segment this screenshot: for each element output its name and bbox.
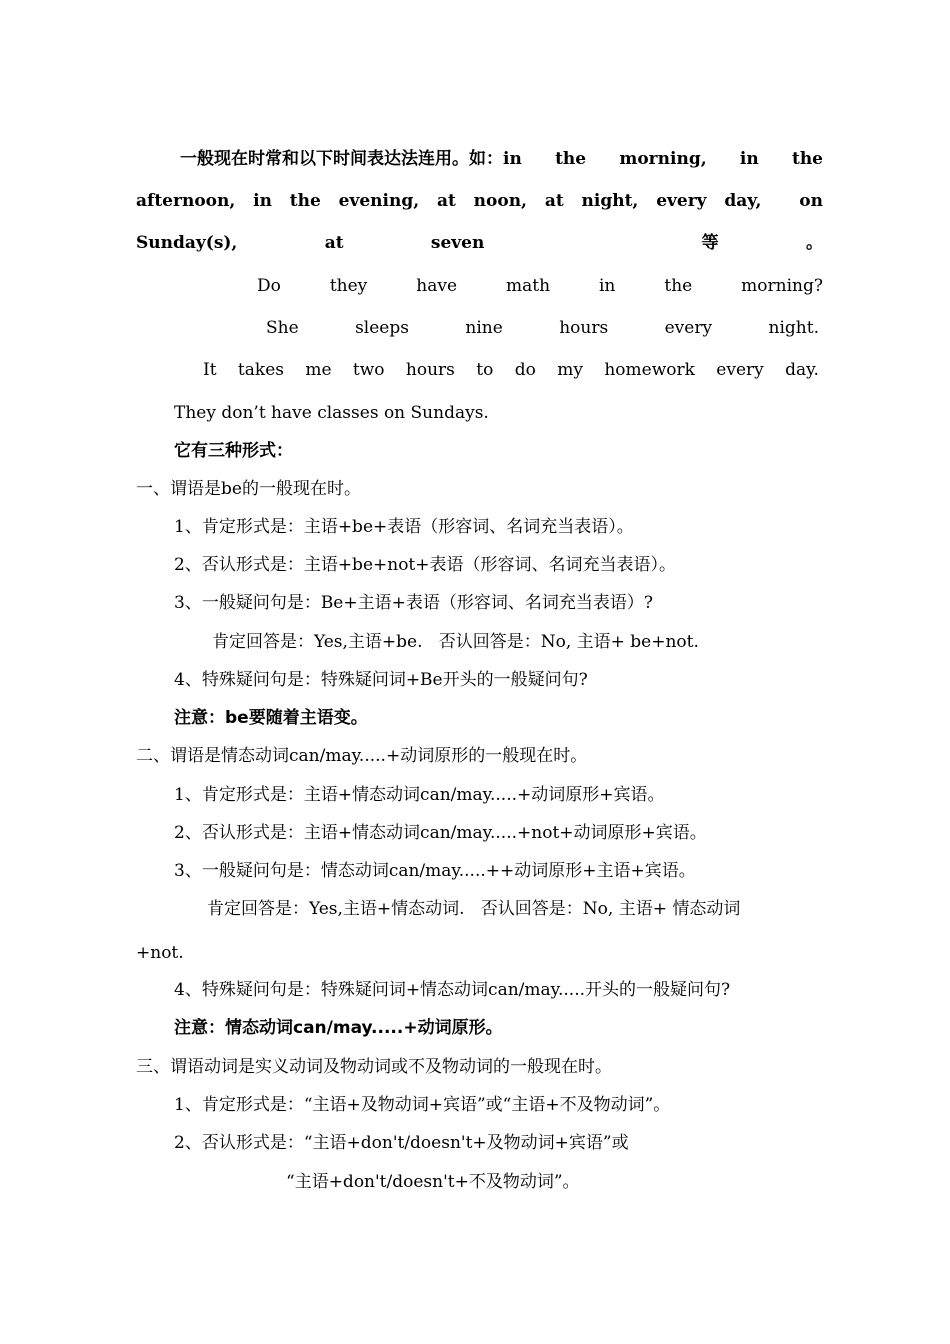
example-word: night. — [768, 318, 819, 338]
example-word: sleeps — [355, 318, 409, 338]
section-2-note: 注意：情态动词can/may.....+动词原形。 — [174, 1018, 503, 1038]
example-word: my — [557, 360, 583, 380]
intro-word: at — [544, 191, 564, 211]
intro-word: at — [324, 233, 344, 253]
section-1-item-1: 1、肯定形式是：主语+be+表语（形容词、名词充当表语）。 — [174, 517, 634, 537]
intro-word: in — [739, 149, 759, 169]
intro-word: seven — [430, 233, 485, 253]
example-word: have — [416, 276, 458, 296]
intro-line-1 — [180, 148, 823, 170]
example-word: they — [329, 276, 368, 296]
intro-word: afternoon, — [136, 191, 236, 211]
intro-word: 一般现在时常和以下时间表达法连用。如：in — [180, 149, 522, 169]
intro-word: 等 — [701, 233, 719, 253]
intro-word: 。 — [806, 233, 823, 253]
section-2-title: 二、谓语是情态动词can/may.....+动词原形的一般现在时。 — [136, 746, 588, 766]
example-word: She — [266, 318, 299, 338]
section-2-item-1: 1、肯定形式是：主语+情态动词can/may.....+动词原形+宾语。 — [174, 785, 665, 805]
example-sentence-2 — [266, 317, 819, 339]
intro-line-3 — [136, 232, 823, 254]
section-2-item-3: 3、一般疑问句是：情态动词can/may.....++动词原形+主语+宾语。 — [174, 861, 696, 881]
section-1-item-2: 2、否认形式是：主语+be+not+表语（形容词、名词充当表语）。 — [174, 555, 677, 575]
section-2-item-3-answer-b: +not. — [136, 943, 184, 963]
intro-word: evening, — [338, 191, 420, 211]
intro-word: the — [555, 149, 587, 169]
example-word: math — [505, 276, 551, 296]
example-word: to — [476, 360, 494, 380]
section-1-note: 注意：be要随着主语变。 — [174, 708, 368, 728]
example-word: every — [716, 360, 764, 380]
example-word: homework — [604, 360, 695, 380]
example-word: in — [599, 276, 616, 296]
intro-line-2 — [136, 190, 823, 212]
intro-word: day, — [724, 191, 762, 211]
example-word: do — [514, 360, 536, 380]
forms-heading: 它有三种形式： — [174, 441, 293, 461]
example-sentence-4: They don’t have classes on Sundays. — [174, 403, 489, 423]
section-3-title: 三、谓语动词是实义动词及物动词或不及物动词的一般现在时。 — [136, 1057, 612, 1077]
intro-word: noon, — [473, 191, 527, 211]
example-word: two — [352, 360, 385, 380]
section-2-item-3-answer-a: 肯定回答是：Yes,主语+情态动词. 否认回答是：No, 主语+ 情态动词 — [207, 899, 741, 919]
section-3-item-1: 1、肯定形式是：“主语+及物动词+宾语”或“主语+不及物动词”。 — [174, 1095, 671, 1115]
section-1-item-3: 3、一般疑问句是：Be+主语+表语（形容词、名词充当表语）? — [174, 593, 653, 613]
section-1-item-3-answer: 肯定回答是：Yes,主语+be. 否认回答是：No, 主语+ be+not. — [212, 632, 699, 652]
section-2-item-2: 2、否认形式是：主语+情态动词can/may.....+not+动词原形+宾语。 — [174, 823, 707, 843]
section-2-item-4: 4、特殊疑问句是：特殊疑问词+情态动词can/may.....开头的一般疑问句? — [174, 980, 731, 1000]
intro-word: night, — [581, 191, 639, 211]
section-3-item-2: 2、否认形式是：“主语+don't/doesn't+及物动词+宾语”或 — [174, 1133, 629, 1153]
example-word: day. — [785, 360, 819, 380]
example-word: Do — [257, 276, 281, 296]
example-word: nine — [465, 318, 503, 338]
example-word: me — [305, 360, 332, 380]
intro-word: the — [791, 149, 823, 169]
example-sentence-3 — [203, 359, 819, 381]
section-1-title: 一、谓语是be的一般现在时。 — [136, 479, 361, 499]
intro-word: at — [436, 191, 456, 211]
section-3-item-2-continuation: “主语+don't/doesn't+不及物动词”。 — [286, 1172, 580, 1192]
example-sentence-1 — [257, 275, 823, 297]
example-word: hours — [559, 318, 609, 338]
example-word: every — [664, 318, 713, 338]
example-word: hours — [405, 360, 455, 380]
intro-word: morning, — [619, 149, 707, 169]
example-word: the — [664, 276, 693, 296]
intro-word: on — [799, 191, 823, 211]
section-1-item-4: 4、特殊疑问句是：特殊疑问词+Be开头的一般疑问句? — [174, 670, 588, 690]
intro-word: the — [289, 191, 321, 211]
example-word: takes — [237, 360, 284, 380]
example-word: It — [203, 360, 217, 380]
intro-word: Sunday(s), — [136, 233, 238, 253]
intro-word: in — [253, 191, 272, 211]
intro-word: every — [656, 191, 707, 211]
example-word: morning? — [741, 276, 823, 296]
